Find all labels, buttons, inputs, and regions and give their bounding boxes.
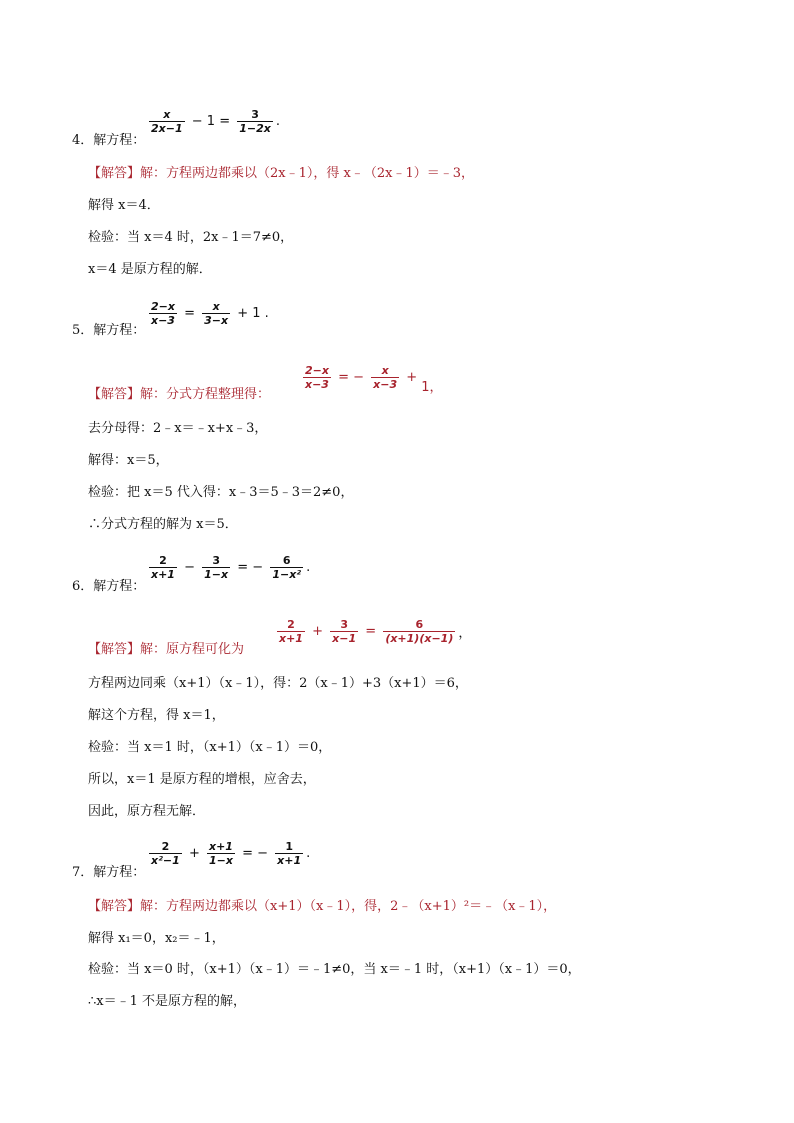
q6-solution-line-3: 解这个方程，得 x＝1， [88,708,225,723]
question-6-label: 6．解方程： [72,579,146,594]
q6-solution-equation: $\frac{2}{x+1}$ + $\frac{3}{x-1}$ = $\frac{6}{(x+1)(x-1)}$ ， [279,618,472,645]
q5-solution-line-5: ∴分式方程的解为 x＝5． [88,517,238,532]
q6-solution-line-2: 方程两边同乘（x+1）（x﹣1），得：2（x﹣1）+3（x+1）＝6， [88,676,468,691]
q6-solution-line-4: 检验：当 x＝1 时，（x+1）（x﹣1）＝0， [88,740,332,755]
question-7-equation: $\frac{2}{\text{x²−1}}$ + $\frac{x+1}{1-x}$ = − $\frac{1}{x+1}$ . [151,840,311,867]
q4-solution-line-3: 检验：当 x＝4 时，2x﹣1＝7≠0， [88,230,294,245]
q5-solution-label: 【解答】解：分式方程整理得： [88,387,271,402]
question-7-label: 7．解方程： [72,865,146,880]
question-5-label: 5．解方程： [72,323,146,338]
q6-solution-line-6: 因此，原方程无解． [88,804,206,819]
question-6-equation: $\frac{2}{x+1}$ − $\frac{3}{1-x}$ = − $\frac{6}{\text{1−x²}}$ . [151,554,311,581]
question-4-label: 4．解方程： [72,133,146,148]
q7-solution-line-3: 检验：当 x＝0 时，（x+1）（x﹣1）＝﹣1≠0，当 x＝﹣1 时，（x+1）（x﹣1）＝0， [88,962,581,977]
q7-solution-line-2: 解得 x₁＝0，x₂＝﹣1， [88,931,225,946]
question-5-equation: $\frac{2-x}{x-3}$ = $\frac{x}{3-x}$ + 1 . [151,300,269,327]
q5-solution-equation: $\frac{2-x}{x-3}$ = − $\frac{x}{x-3}$ +1， [305,364,443,395]
q5-solution-line-4: 检验：把 x＝5 代入得：x﹣3＝5﹣3＝2≠0， [88,485,354,500]
question-4-equation: $\frac{x}{2x-1}$ − 1 = $\frac{3}{1-2x}$ . [151,108,280,135]
q5-solution-line-3: 解得：x＝5， [88,453,169,468]
q7-solution-line-4: ∴x＝﹣1 不是原方程的解， [88,994,247,1009]
q4-solution-line-2: 解得 x＝4． [88,198,160,213]
q6-solution-line-5: 所以，x＝1 是原方程的增根，应舍去， [88,772,316,787]
q4-solution-line-4: x＝4 是原方程的解． [88,262,212,277]
q4-solution-line-1: 【解答】解：方程两边都乘以（2x﹣1），得 x﹣（2x﹣1）＝﹣3， [88,166,474,181]
q5-solution-line-2: 去分母得：2﹣x＝﹣x+x﹣3， [88,421,268,436]
q6-solution-label: 【解答】解：原方程可化为 [88,642,245,657]
q7-solution-line-1: 【解答】解：方程两边都乘以（x+1）（x﹣1），得，2﹣（x+1）²＝﹣（x﹣1）， [88,899,557,914]
